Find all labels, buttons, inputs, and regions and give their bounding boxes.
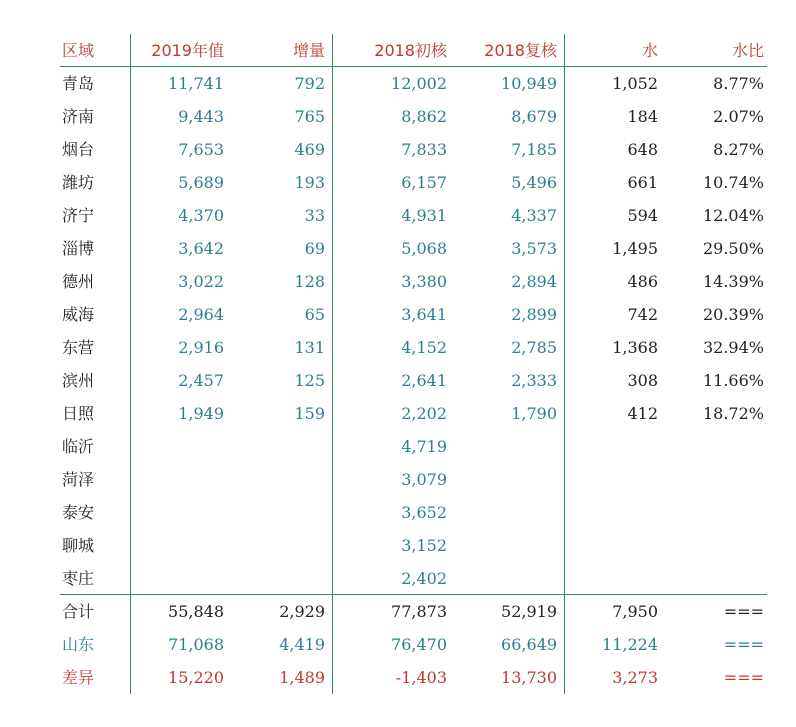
cell-region: 日照 [62,404,95,423]
header-2018-revised: 2018复核 [484,41,557,60]
cell-water: 184 [627,107,658,126]
cell-water-ratio: 2.07% [713,107,764,126]
header-row [0,34,796,67]
cell-2019-value: 55,848 [168,602,224,621]
header-increment: 增量 [292,41,325,60]
cell-2018-initial: 4,152 [401,338,447,357]
cell-2019-value: 3,642 [178,239,224,258]
cell-2018-revised [455,463,557,496]
cell-2019-value: 7,653 [178,140,224,159]
table-row [0,133,796,166]
cell-increment: 792 [294,74,325,93]
cell-2019-value [130,529,224,562]
cell-2019-value: 1,949 [178,404,224,423]
table-row [0,166,796,199]
cell-water-ratio: 29.50% [702,239,764,258]
cell-2018-revised [455,529,557,562]
cell-2018-initial: 4,719 [401,437,447,456]
cell-2018-initial: 3,652 [401,503,447,522]
cell-region: 临沂 [62,437,95,456]
cell-2019-value: 11,741 [168,74,224,93]
cell-region: 滨州 [62,371,95,390]
cell-increment: 33 [304,206,325,225]
cell-2018-revised: 52,919 [501,602,557,621]
cell-water: 3,273 [612,668,658,687]
cell-increment: 125 [294,371,325,390]
cell-water-ratio [666,430,764,463]
cell-water-ratio: 8.27% [713,140,764,159]
cell-2019-value: 3,022 [178,272,224,291]
cell-2018-initial: 6,157 [401,173,447,192]
cell-2019-value [130,463,224,496]
cell-2018-initial: 77,873 [391,602,447,621]
cell-water-ratio [666,496,764,529]
cell-water-ratio: === [723,635,764,654]
cell-increment: 765 [294,107,325,126]
table-row [0,463,796,496]
cell-2018-initial: 4,931 [401,206,447,225]
cell-2019-value: 2,916 [178,338,224,357]
cell-increment: 159 [294,404,325,423]
cell-region: 枣庄 [62,569,95,588]
cell-2018-revised: 5,496 [511,173,557,192]
cell-water: 486 [627,272,658,291]
cell-increment: 193 [294,173,325,192]
cell-increment: 1,489 [279,668,325,687]
cell-water-ratio [666,529,764,562]
cell-region: 威海 [62,305,95,324]
cell-2018-revised: 8,679 [511,107,557,126]
cell-2018-revised: 66,649 [501,635,557,654]
cell-2018-initial: 8,862 [401,107,447,126]
cell-water-ratio: 32.94% [702,338,764,357]
table-row [0,331,796,364]
cell-2019-value: 15,220 [168,668,224,687]
cell-2018-initial: 76,470 [391,635,447,654]
cell-region: 菏泽 [62,470,95,489]
cell-increment [232,430,325,463]
cell-increment: 2,929 [279,602,325,621]
cell-water-ratio: 12.04% [702,206,764,225]
header-water: 水 [641,41,658,60]
cell-increment [232,463,325,496]
cell-region: 合计 [62,602,95,621]
header-water-ratio: 水比 [731,41,764,60]
cell-2018-initial: 3,641 [401,305,447,324]
table-row [0,562,796,595]
cell-water-ratio: === [723,668,764,687]
cell-water-ratio: 10.74% [702,173,764,192]
cell-2018-revised [455,562,557,595]
cell-region: 山东 [62,635,95,654]
cell-2018-revised: 2,333 [511,371,557,390]
cell-water: 1,368 [612,338,658,357]
table-row [0,364,796,397]
cell-2018-revised: 1,790 [511,404,557,423]
cell-2019-value: 5,689 [178,173,224,192]
cell-water-ratio: 20.39% [702,305,764,324]
cell-2018-revised: 2,785 [511,338,557,357]
cell-region: 德州 [62,272,95,291]
cell-water: 412 [627,404,658,423]
cell-2019-value [130,496,224,529]
cell-2019-value: 71,068 [168,635,224,654]
summary-row [0,661,796,694]
cell-water: 648 [627,140,658,159]
cell-2018-revised: 10,949 [501,74,557,93]
table-row [0,199,796,232]
cell-increment [232,562,325,595]
cell-increment: 69 [304,239,325,258]
cell-2018-revised: 13,730 [501,668,557,687]
cell-2018-revised: 4,337 [511,206,557,225]
cell-water: 7,950 [612,602,658,621]
cell-region: 聊城 [62,536,95,555]
cell-2018-initial: 3,380 [401,272,447,291]
table-row [0,430,796,463]
cell-region: 泰安 [62,503,95,522]
table-row [0,100,796,133]
cell-increment [232,496,325,529]
cell-water: 1,052 [612,74,658,93]
table-row [0,232,796,265]
cell-region: 潍坊 [62,173,95,192]
cell-water [565,529,658,562]
cell-2018-initial: 2,202 [401,404,447,423]
cell-region: 淄博 [62,239,95,258]
cell-water-ratio [666,463,764,496]
cell-2018-initial: 7,833 [401,140,447,159]
cell-2018-initial: 5,068 [401,239,447,258]
header-region: 区域 [62,41,95,60]
cell-region: 东营 [62,338,95,357]
cell-increment: 469 [294,140,325,159]
cell-water: 11,224 [602,635,658,654]
cell-increment: 4,419 [279,635,325,654]
cell-increment: 131 [294,338,325,357]
cell-2018-initial: 3,079 [401,470,447,489]
table-row [0,496,796,529]
cell-water-ratio: 18.72% [702,404,764,423]
cell-2018-revised: 2,899 [511,305,557,324]
cell-2018-initial: 3,152 [401,536,447,555]
cell-2019-value: 2,457 [178,371,224,390]
cell-2019-value: 4,370 [178,206,224,225]
cell-water [565,463,658,496]
table-row [0,298,796,331]
cell-2019-value: 9,443 [178,107,224,126]
cell-water: 661 [627,173,658,192]
table-row [0,397,796,430]
cell-region: 烟台 [62,140,95,159]
header-2019-value: 2019年值 [151,41,224,60]
cell-water: 742 [627,305,658,324]
table-row [0,67,796,100]
cell-water-ratio: === [723,602,764,621]
cell-2018-revised: 3,573 [511,239,557,258]
cell-2018-initial: 12,002 [391,74,447,93]
cell-water: 308 [627,371,658,390]
cell-increment: 128 [294,272,325,291]
cell-water: 1,495 [612,239,658,258]
cell-2018-revised: 7,185 [511,140,557,159]
cell-region: 青岛 [62,74,95,93]
table-row [0,265,796,298]
cell-water-ratio: 14.39% [702,272,764,291]
cell-2018-initial: -1,403 [395,668,447,687]
cell-region: 济宁 [62,206,95,225]
cell-region: 差异 [62,668,95,687]
summary-row [0,628,796,661]
cell-region: 济南 [62,107,95,126]
cell-2018-initial: 2,402 [401,569,447,588]
cell-water [565,496,658,529]
cell-water: 594 [627,206,658,225]
cell-water-ratio: 11.66% [702,371,764,390]
cell-water-ratio: 8.77% [713,74,764,93]
summary-row [0,595,796,628]
cell-2019-value: 2,964 [178,305,224,324]
cell-water [565,562,658,595]
table-row [0,529,796,562]
header-2018-initial: 2018初核 [374,41,447,60]
cell-2018-revised [455,430,557,463]
cell-2018-initial: 2,641 [401,371,447,390]
cell-2018-revised [455,496,557,529]
cell-increment [232,529,325,562]
cell-2019-value [130,562,224,595]
cell-water-ratio [666,562,764,595]
cell-water [565,430,658,463]
cell-2019-value [130,430,224,463]
cell-2018-revised: 2,894 [511,272,557,291]
cell-increment: 65 [304,305,325,324]
